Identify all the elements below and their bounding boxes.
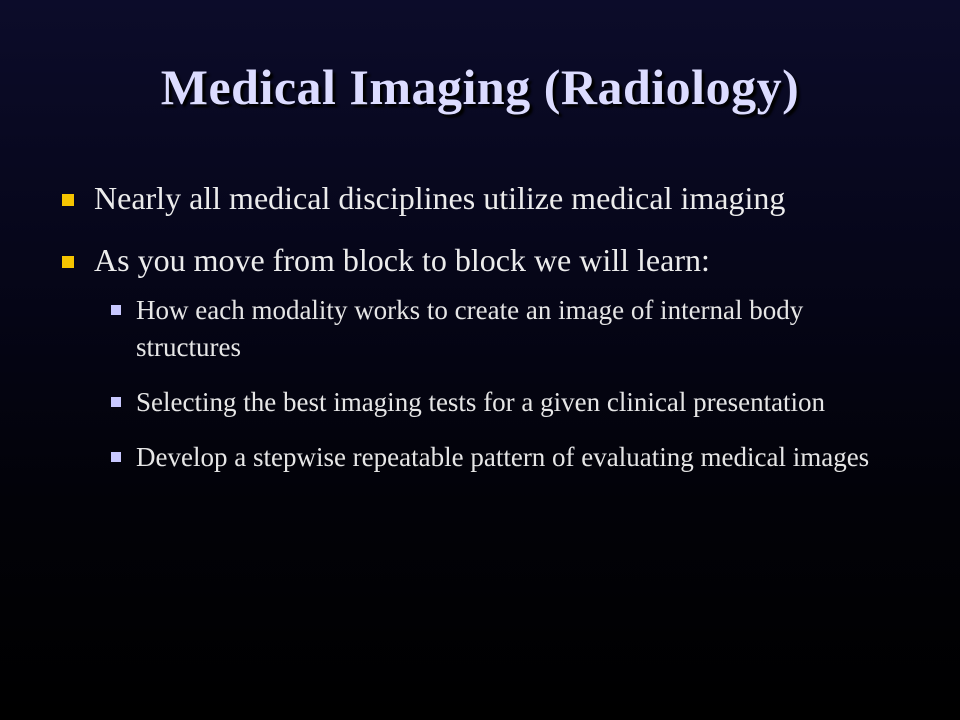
- sub-bullet-item: [94, 292, 908, 366]
- bullet-item: [58, 178, 908, 218]
- square-bullet-icon: [111, 452, 121, 462]
- bullet-text: Nearly all medical disciplines utilize medical imaging: [94, 180, 786, 216]
- sub-bullet-text: Selecting the best imaging tests for a given clinical presentation: [136, 387, 826, 417]
- square-bullet-icon: [62, 194, 74, 206]
- sub-bullet-item: [94, 439, 908, 476]
- bullet-item: [58, 240, 908, 476]
- bullet-list: [58, 178, 908, 498]
- sub-bullet-text: How each modality works to create an image of internal body structures: [136, 295, 804, 362]
- sub-bullet-text: Develop a stepwise repeatable pattern of evaluating medical images: [136, 442, 870, 472]
- sub-bullet-item: [94, 384, 908, 421]
- square-bullet-icon: [111, 397, 121, 407]
- square-bullet-icon: [111, 305, 121, 315]
- sub-bullet-list: [94, 292, 908, 476]
- bullet-text: As you move from block to block we will learn:: [94, 242, 710, 278]
- slide-title: Medical Imaging (Radiology): [160, 59, 800, 115]
- square-bullet-icon: [62, 256, 74, 268]
